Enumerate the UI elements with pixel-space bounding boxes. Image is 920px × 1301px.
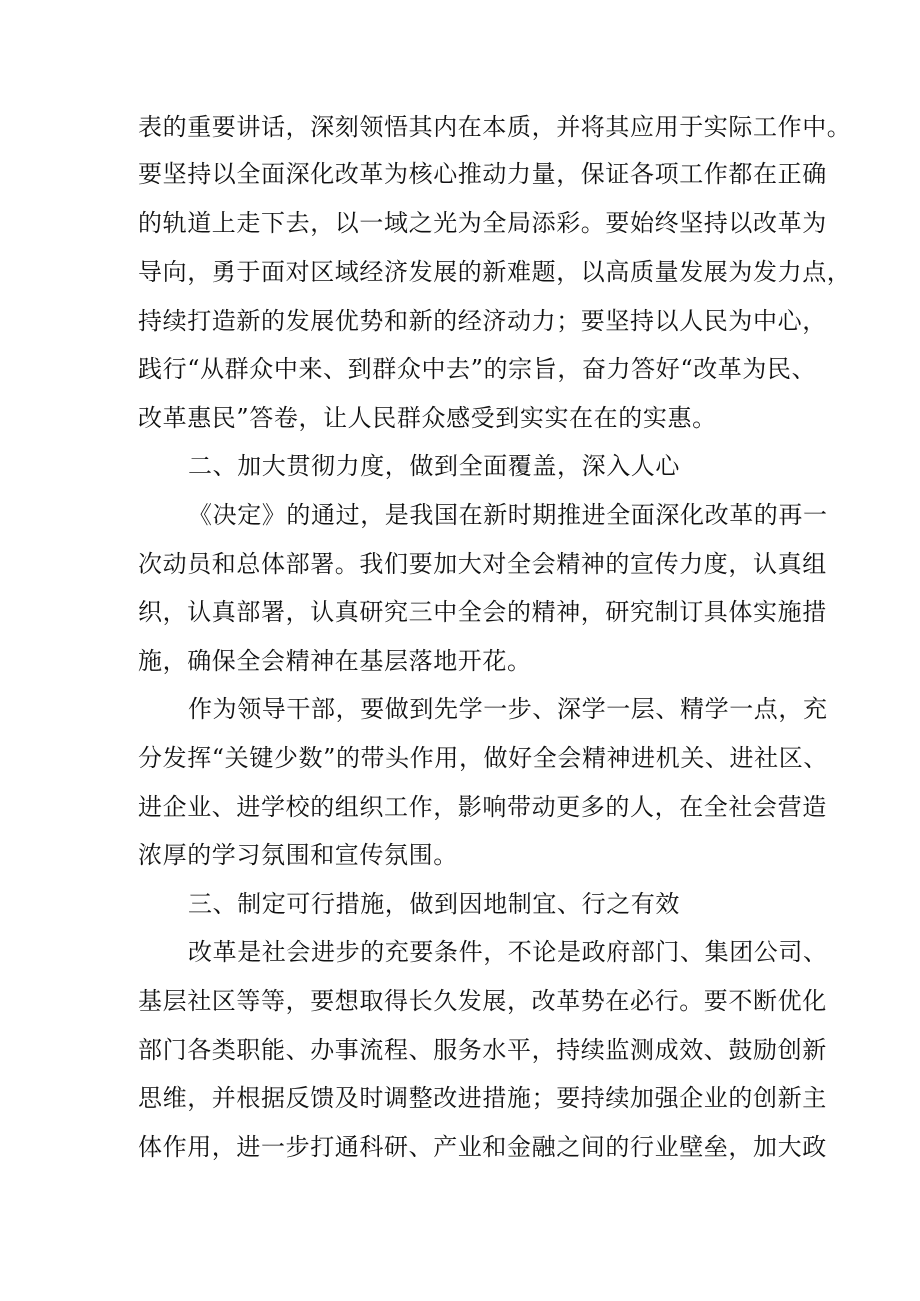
text-line: 要坚持以全面深化改革为核心推动力量，保证各项工作都在正确 — [138, 160, 827, 188]
text-line: 作为领导干部，要做到先学一步、深学一层、精学一点，充 — [188, 695, 828, 723]
text-line: 表的重要讲话，深刻领悟其内在本质，并将其应用于实际工作中。 — [138, 113, 852, 141]
text-line: 进企业、进学校的组织工作，影响带动更多的人，在全社会营造 — [138, 793, 827, 821]
text-line: 的轨道上走下去，以一域之光为全局添彩。要始终坚持以改革为 — [138, 209, 827, 237]
text-line: 分发挥“关键少数”的带头作用，做好全会精神进机关、进社区、 — [138, 744, 828, 772]
text-line: 持续打造新的发展优势和新的经济动力；要坚持以人民为中心， — [138, 307, 827, 335]
text-line: 施，确保全会精神在基层落地开花。 — [138, 647, 532, 675]
text-line: 次动员和总体部署。我们要加大对全会精神的宣传力度，认真组 — [138, 550, 827, 578]
section-heading: 二、加大贯彻力度，做到全面覆盖，深入人心 — [188, 452, 680, 480]
text-line: 践行“从群众中来、到群众中去”的宗旨，奋力答好“改革为民、 — [138, 355, 817, 383]
text-line: 基层社区等等，要想取得长久发展，改革势在必行。要不断优化 — [138, 987, 827, 1015]
text-line: 浓厚的学习氛围和宣传氛围。 — [138, 841, 458, 869]
text-line: 织，认真部署，认真研究三中全会的精神，研究制订具体实施措 — [138, 598, 827, 626]
text-line: 改革是社会进步的充要条件，不论是政府部门、集团公司、 — [188, 938, 828, 966]
text-line: 《决定》的通过，是我国在新时期推进全面深化改革的再一 — [188, 501, 828, 529]
text-line: 改革惠民”答卷，让人民群众感受到实实在在的实惠。 — [138, 404, 717, 432]
text-line: 导向，勇于面对区域经济发展的新难题，以高质量发展为发力点， — [138, 258, 852, 286]
text-line: 思维，并根据反馈及时调整改进措施；要持续加强企业的创新主 — [138, 1084, 827, 1112]
section-heading: 三、制定可行措施，做到因地制宜、行之有效 — [188, 890, 680, 918]
text-line: 部门各类职能、办事流程、服务水平，持续监测成效、鼓励创新 — [138, 1036, 827, 1064]
text-line: 体作用，进一步打通科研、产业和金融之间的行业壁垒，加大政 — [138, 1133, 827, 1161]
